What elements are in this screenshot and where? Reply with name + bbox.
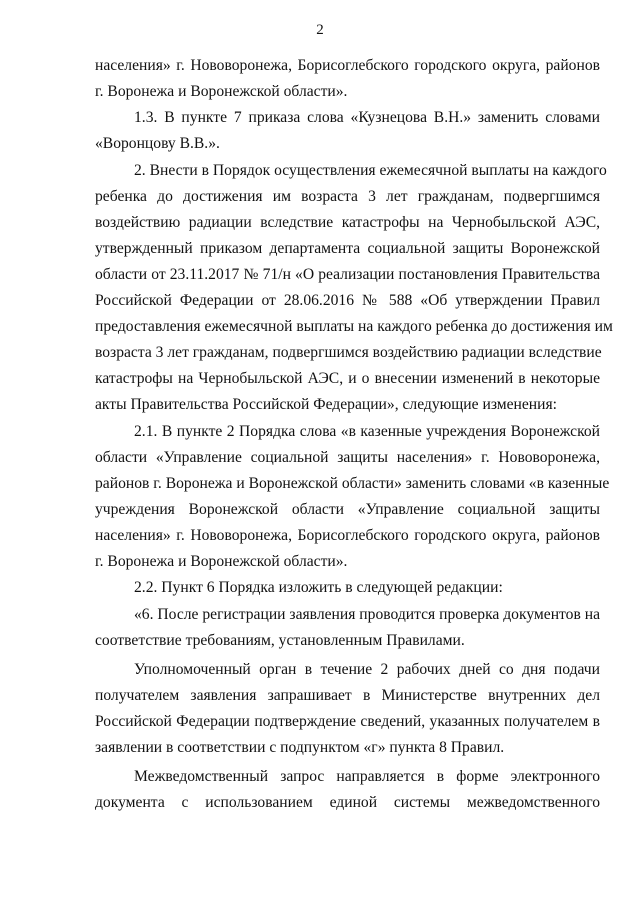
text-line: 2.1. В пункте 2 Порядка слова «в казенные учреждения Воронежской [134, 423, 600, 440]
text-line: документа с использованием единой системы межведомственного [95, 794, 600, 811]
text-line: катастрофы на Чернобыльской АЭС, и о внесении изменений в некоторые [95, 370, 600, 387]
text-line: соответствие требованиям, установленным Правилами. [95, 632, 465, 649]
text-line: населения» г. Нововоронежа, Борисоглебского городского округа, районов [95, 527, 600, 544]
page-number: 2 [316, 22, 324, 38]
text-line: воздействию радиации вследствие катастрофы на Чернобыльской АЭС, [95, 214, 600, 231]
text-line: области от 23.11.2017 № 71/н «О реализации постановления Правительства [95, 266, 600, 283]
text-line: ребенка до достижения им возраста 3 лет гражданам, подвергшимся [95, 188, 600, 205]
text-line: акты Правительства Российской Федерации», следующие изменения: [95, 396, 558, 413]
text-line: г. Воронежа и Воронежской области». [95, 83, 348, 100]
text-line: 2.2. Пункт 6 Порядка изложить в следующей редакции: [134, 579, 503, 596]
text-line: возраста 3 лет гражданам, подвергшимся воздействию радиации вследствие [95, 344, 602, 361]
text-line: Российской Федерации от 28.06.2016 № 588 «Об утверждении Правил [95, 292, 600, 309]
text-line: получателем заявления запрашивает в Министерстве внутренних дел [95, 687, 600, 704]
text-line: учреждения Воронежской области «Управление социальной защиты [95, 501, 600, 518]
text-line: Российской Федерации подтверждение сведений, указанных получателем в [95, 713, 600, 730]
text-line: 1.3. В пункте 7 приказа слова «Кузнецова В.Н.» заменить словами [134, 109, 600, 126]
text-line: области «Управление социальной защиты населения» г. Нововоронежа, [95, 449, 600, 466]
text-line: Уполномоченный орган в течение 2 рабочих дней со дня подачи [134, 661, 600, 678]
text-line: заявлении в соответствии с подпунктом «г» пункта 8 Правил. [95, 739, 505, 756]
text-line: «Воронцову В.В.». [95, 135, 220, 152]
text-line: Межведомственный запрос направляется в форме электронного [134, 768, 600, 785]
text-line: г. Воронежа и Воронежской области». [95, 553, 348, 570]
text-line: «6. После регистрации заявления проводится проверка документов на [134, 606, 600, 623]
text-line: населения» г. Нововоронежа, Борисоглебского городского округа, районов [95, 57, 600, 74]
text-line: утвержденный приказом департамента социальной защиты Воронежской [95, 240, 600, 257]
text-line: районов г. Воронежа и Воронежской области» заменить словами «в казенные [95, 475, 610, 492]
text-line: предоставления ежемесячной выплаты на каждого ребенка до достижения им [95, 318, 613, 335]
text-line: 2. Внести в Порядок осуществления ежемесячной выплаты на каждого [134, 162, 607, 179]
